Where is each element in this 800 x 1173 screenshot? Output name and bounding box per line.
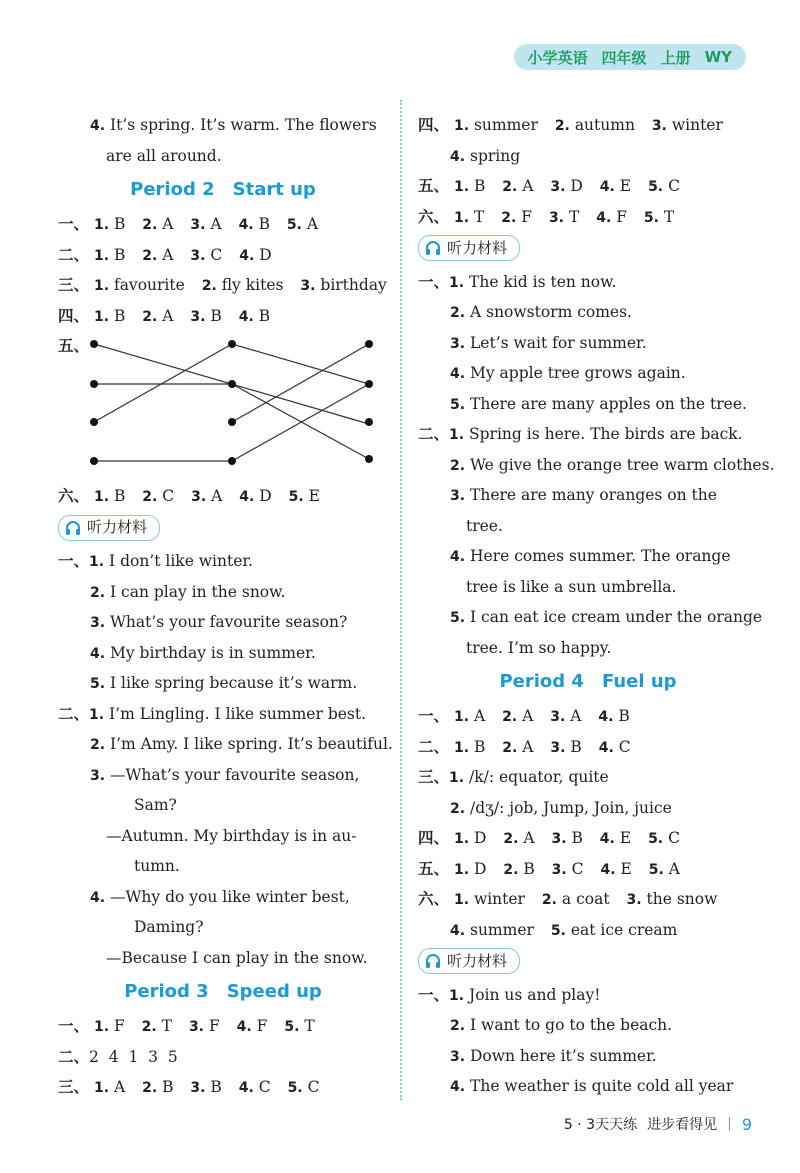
header-edition: WY [704,48,732,66]
answer-row-4: 四、 1. B 2. A 3. B 4. B [58,306,271,325]
match-dot [90,340,98,348]
period-4-heading: Period 4 Fuel up [499,671,677,692]
answer-row: 四、 1. summer 2. autumn 3. winter [418,116,723,134]
listening-line: —Autumn. My birthday is in au- [106,826,357,845]
page-footer [564,1113,752,1135]
answer-row: 4. spring [450,146,521,165]
match-dot [90,418,98,426]
match-dot [90,380,98,388]
match-dot [228,418,236,426]
headphone-icon [425,953,441,969]
listening-line: 4. The weather is quite cold all year [450,1077,734,1095]
answer-row-1: 一、 1. B 2. A 3. A 4. B 5. A [58,215,319,233]
listening-material-badge: 听力材料 [58,515,160,541]
header-subject: 小学英语 [527,48,588,67]
answer-row: 六、 1. T 2. F 3. T 4. F 5. T [418,207,675,226]
period-2-heading: Period 2 Start up [130,179,316,200]
answer-row: 五、 1. D 2. B 3. C 4. E 5. A [418,859,680,878]
headphone-icon [65,520,81,536]
left-column [58,110,393,1103]
header-grade: 四年级 [601,48,647,67]
answer-row-2: 二、 1. B 2. A 3. C 4. D [58,245,272,264]
match-dot [365,455,373,463]
match-dot [365,418,373,426]
match-dot [228,380,236,388]
listening-material-badge: 听力材料 [418,235,520,261]
listening-material-badge: 听力材料 [418,948,520,974]
listening-line: Daming? [134,918,204,936]
listening-line: 3. Let’s wait for summer. [450,333,647,352]
section-mark: 五、 [58,337,90,355]
answer-row: 4. summer 5. eat ice cream [450,920,678,939]
match-line [232,344,369,422]
listening-line: 3. What’s your favourite season? [90,613,348,631]
answer-row: 三、1. /k/: equator, quite [418,768,609,786]
listening-line: tree. I’m so happy. [466,638,612,657]
listening-line: 3. —What’s your favourite season, [90,765,360,784]
footer-slogan: 进步看得见 [647,1117,718,1133]
listening-line: 2. I want to go to the beach. [450,1016,673,1034]
answer-row: 六、 1. winter 2. a coat 3. the snow [418,890,718,908]
answer-line: 4. It’s spring. It’s warm. The flowers [90,116,377,134]
listening-line: 一、1. The kid is ten now. [418,272,617,291]
column-divider [400,100,402,1100]
listening-line: 4. Here comes summer. The orange [450,547,731,565]
listening-line: 二、1. Spring is here. The birds are back. [418,425,743,443]
listening-line: 一、1. I don’t like winter. [58,552,254,570]
answer-row: 四、 1. D 2. A 3. B 4. E 5. C [418,829,680,847]
listening-line: 3. Down here it’s summer. [450,1046,657,1065]
listening-line: 2. We give the orange tree warm clothes. [450,455,775,474]
answer-row: 2. /dʒ/: job, Jump, Join, juice [450,798,672,817]
header-volume: 上册 [660,48,691,67]
answer-row-6: 六、 1. B 2. C 3. A 4. D 5. E [58,487,320,505]
listening-line: 二、1. I’m Lingling. I like summer best. [58,704,367,723]
period-3-heading: Period 3 Speed up [124,981,322,1002]
footer-brand: 5 · 3天天练 [563,1117,638,1133]
listening-line: 4. —Why do you like winter best, [90,887,350,906]
match-line [232,344,369,384]
listening-line: 2. A snowstorm comes. [450,303,632,321]
listening-line: 4. My birthday is in summer. [90,643,316,662]
listening-line: tumn. [134,857,180,875]
listening-line: 一、1. Join us and play! [418,985,601,1004]
listening-line: 2. I can play in the snow. [90,582,286,601]
listening-line: tree is like a sun umbrella. [466,577,677,596]
right-column [418,110,775,1102]
listening-line: Sam? [134,796,177,814]
match-dot [365,340,373,348]
header-badge [514,44,746,70]
match-dot [228,340,236,348]
listening-line: tree. [466,516,503,535]
answer-row: 二、2 4 1 3 5 [58,1047,178,1066]
listening-line: —Because I can play in the snow. [106,948,368,967]
listening-line: 5. There are many apples on the tree. [450,394,747,413]
listening-line: 5. I can eat ice cream under the orange [450,608,763,626]
listening-line: 4. My apple tree grows again. [450,364,686,382]
matching-lines [84,339,384,469]
answer-row: 一、 1. A 2. A 3. A 4. B [418,707,630,725]
match-dot [365,380,373,388]
listening-line: 2. I’m Amy. I like spring. It’s beautiful. [90,735,393,753]
answer-row: 二、 1. B 2. A 3. B 4. C [418,737,631,756]
answer-row: 一、 1. F 2. T 3. F 4. F 5. T [58,1017,315,1035]
answer-row: 五、 1. B 2. A 3. D 4. E 5. C [418,177,680,195]
match-line [94,344,232,422]
answer-row-3: 三、 1. favourite 2. fly kites 3. birthday [58,276,387,294]
listening-line: 5. I like spring because it’s warm. [90,674,358,692]
headphone-icon [425,240,441,256]
page-number: 9 [741,1114,752,1134]
answer-row: 三、 1. A 2. B 3. B 4. C 5. C [58,1078,320,1096]
match-dot [228,457,236,465]
matching-diagram [58,331,388,481]
answer-line: are all around. [106,146,222,165]
listening-line: 3. There are many oranges on the [450,486,717,504]
match-dot [90,457,98,465]
footer-separator: | [727,1116,732,1132]
